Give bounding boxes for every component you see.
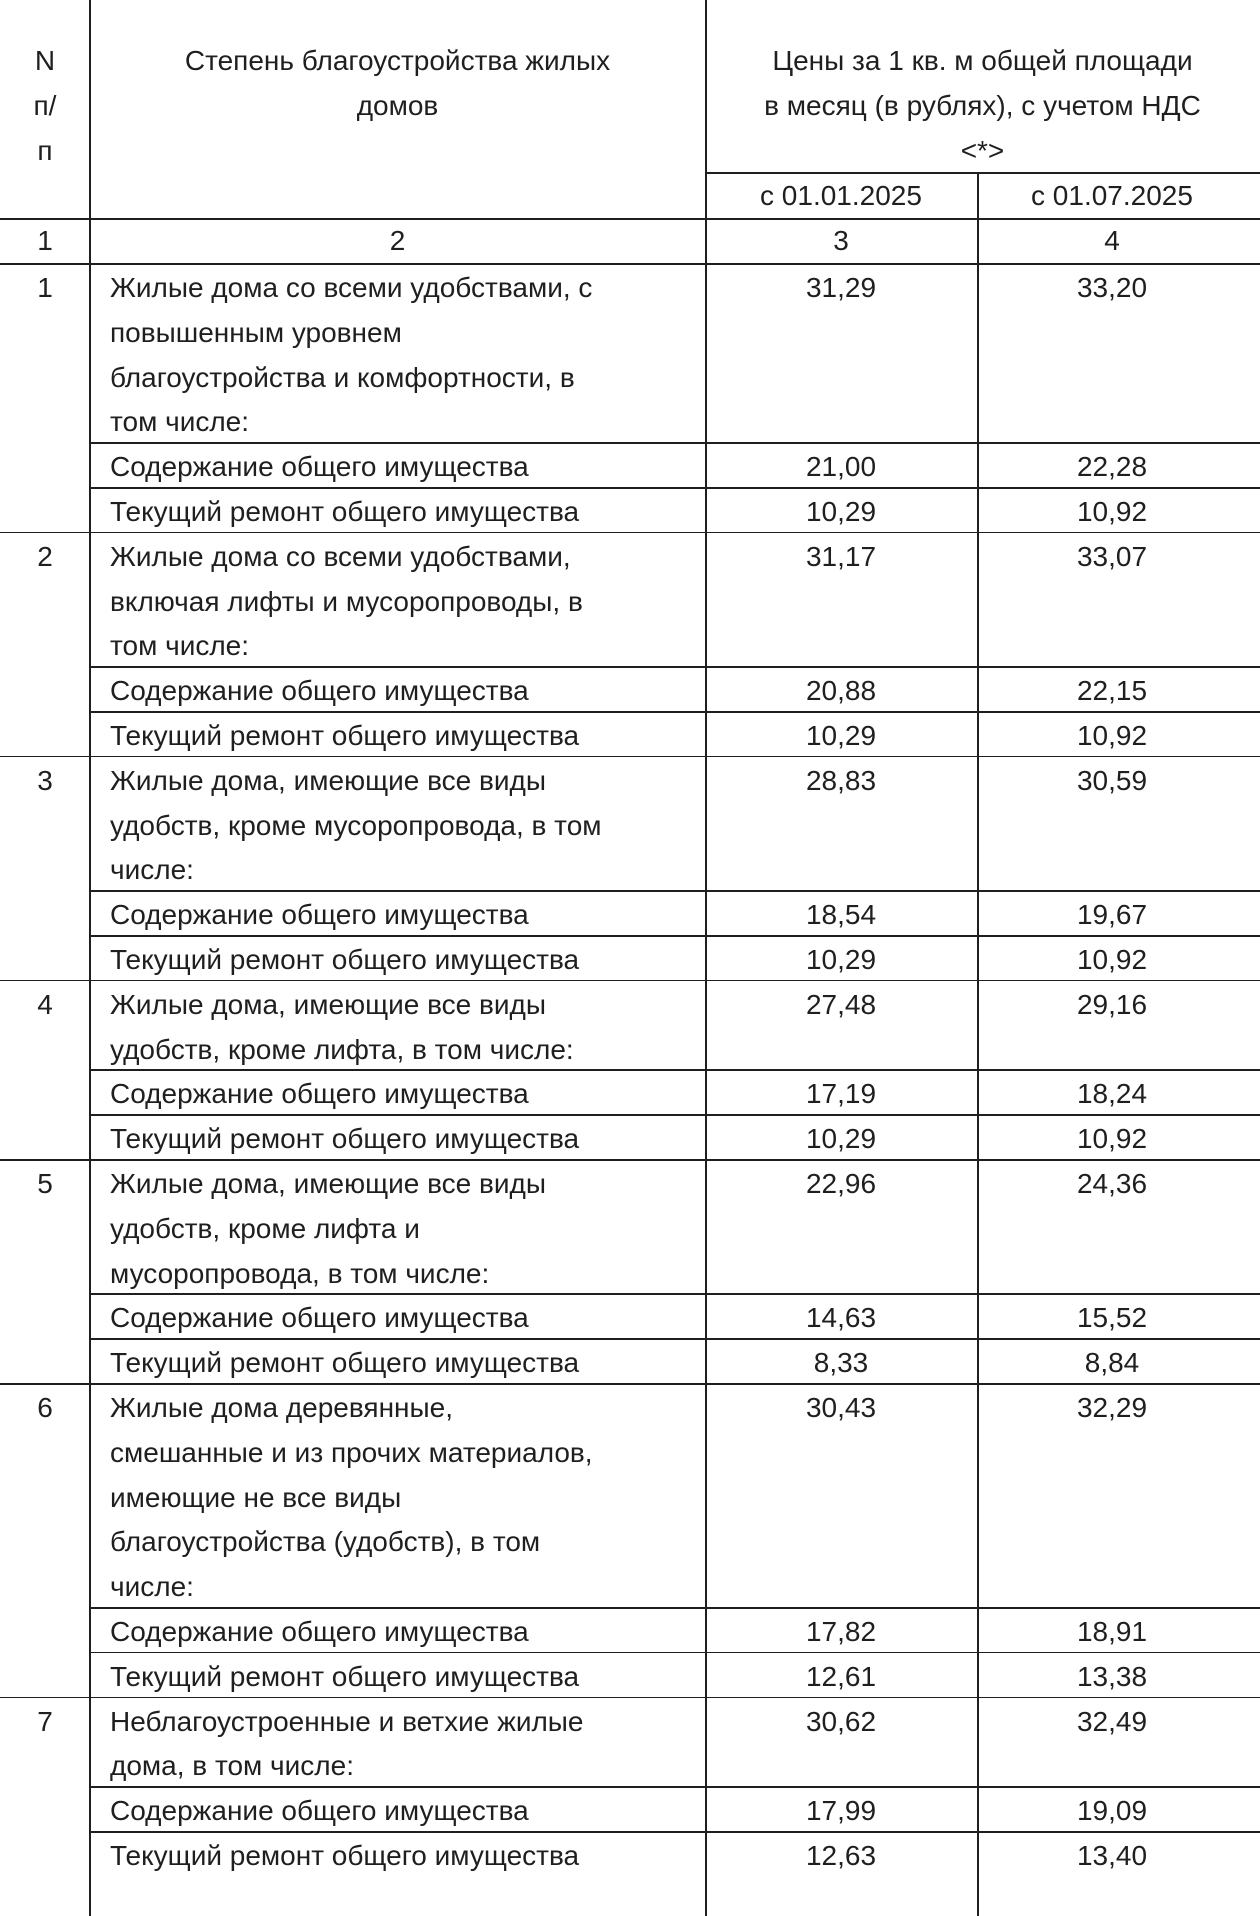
col-number-2: 2	[389, 225, 406, 256]
subrow-label: Текущий ремонт общего имущества	[110, 720, 580, 751]
subrow-value-jul: 8,84	[1084, 1347, 1140, 1379]
subrow-value-jan: 10,29	[805, 1123, 877, 1155]
row-title-line: дома, в том числе:	[110, 1750, 354, 1782]
header-price-line-2: в месяц (в рублях), с учетом НДС	[764, 90, 1201, 121]
row-title-line: имеющие не все виды	[110, 1481, 402, 1513]
row-number: 3	[37, 764, 53, 796]
row-title-line: включая лифты и мусоропроводы, в	[110, 585, 583, 617]
subrow-label: Содержание общего имущества	[110, 451, 529, 483]
subrow-value-jan: 20,88	[805, 675, 877, 707]
row-title-line: Неблагоустроенные и ветхие жилые	[110, 1705, 584, 1737]
row-title-line: Жилые дома, имеющие все виды	[110, 988, 546, 1020]
row-title-line: удобств, кроме лифта, в том числе:	[110, 1033, 574, 1065]
subrow-label: Содержание общего имущества	[110, 1078, 529, 1110]
row-number: 1	[37, 272, 53, 303]
subrow-value-jan: 12,63	[805, 1840, 877, 1871]
row-number: 2	[37, 540, 53, 572]
row-title-line: числе:	[110, 854, 194, 886]
row-title-line: благоустройства (удобств), в том	[110, 1526, 541, 1558]
row-number: 5	[37, 1168, 53, 1199]
row-title-line: мусоропровода, в том числе:	[110, 1257, 490, 1289]
row-value-jan: 31,17	[805, 540, 877, 572]
row-title-line: Жилые дома со всеми удобствами, с	[110, 272, 593, 303]
subrow-value-jan: 10,29	[805, 720, 877, 751]
subrow-label: Текущий ремонт общего имущества	[110, 944, 580, 975]
subrow-label: Содержание общего имущества	[110, 1616, 529, 1647]
col-number-4: 4	[1104, 225, 1120, 256]
subrow-value-jul: 22,15	[1076, 675, 1148, 707]
header-desc-line-1: Степень благоустройства жилых	[184, 45, 611, 76]
row-value-jul: 33,20	[1076, 272, 1148, 303]
header-num-line-1: N	[34, 45, 56, 76]
subrow-value-jul: 13,38	[1076, 1660, 1148, 1692]
row-title-line: благоустройства и комфортности, в	[110, 361, 575, 393]
header-num-line-2: п/	[33, 90, 57, 121]
header-num-line-3: п	[37, 135, 53, 166]
row-title-line: Жилые дома деревянные,	[110, 1392, 453, 1423]
subrow-value-jul: 18,91	[1076, 1616, 1148, 1647]
row-value-jan: 31,29	[805, 272, 877, 303]
subrow-value-jan: 17,82	[805, 1616, 877, 1647]
row-title-line: удобств, кроме мусоропровода, в том	[110, 809, 602, 841]
subrow-value-jan: 21,00	[805, 451, 877, 483]
subrow-label: Содержание общего имущества	[110, 1795, 529, 1827]
row-value-jan: 28,83	[805, 764, 877, 796]
row-value-jul: 32,29	[1076, 1392, 1148, 1423]
subrow-value-jul: 18,24	[1076, 1078, 1148, 1110]
subrow-value-jul: 22,28	[1076, 451, 1148, 483]
subrow-value-jul: 13,40	[1076, 1840, 1148, 1871]
row-title-line: том числе:	[110, 630, 250, 662]
row-title-line: Жилые дома со всеми удобствами,	[110, 540, 571, 572]
subrow-value-jan: 18,54	[805, 899, 877, 931]
row-title-line: Жилые дома, имеющие все виды	[110, 1168, 546, 1199]
row-title-line: смешанные и из прочих материалов,	[110, 1436, 593, 1468]
row-title-line: числе:	[110, 1571, 194, 1603]
subrow-value-jul: 10,92	[1076, 496, 1148, 527]
row-value-jan: 27,48	[805, 988, 877, 1020]
subrow-value-jul: 19,67	[1076, 899, 1148, 931]
subrow-value-jan: 17,19	[805, 1078, 877, 1110]
subrow-value-jan: 8,33	[813, 1347, 869, 1379]
subrow-value-jul: 19,09	[1076, 1795, 1148, 1827]
row-value-jan: 30,43	[805, 1392, 877, 1423]
row-title-line: повышенным уровнем	[110, 316, 402, 348]
header-price-line-3: <*>	[960, 135, 1005, 166]
subrow-label: Содержание общего имущества	[110, 1302, 529, 1334]
subrow-value-jul: 15,52	[1076, 1302, 1148, 1334]
subrow-label: Текущий ремонт общего имущества	[110, 1840, 580, 1871]
row-value-jul: 33,07	[1076, 540, 1148, 572]
subrow-label: Текущий ремонт общего имущества	[110, 1347, 580, 1379]
row-value-jul: 32,49	[1076, 1705, 1148, 1737]
subrow-label: Текущий ремонт общего имущества	[110, 496, 580, 527]
row-number: 6	[37, 1392, 53, 1423]
subrow-value-jan: 14,63	[805, 1302, 877, 1334]
header-date-2: с 01.07.2025	[1031, 180, 1193, 211]
subrow-label: Содержание общего имущества	[110, 675, 529, 707]
row-number: 7	[37, 1705, 53, 1737]
row-number: 4	[37, 988, 53, 1020]
row-value-jul: 30,59	[1076, 764, 1148, 796]
subrow-label: Текущий ремонт общего имущества	[110, 1123, 580, 1155]
header-price-line-1: Цены за 1 кв. м общей площади	[772, 45, 1193, 76]
subrow-value-jul: 10,92	[1076, 944, 1148, 975]
subrow-value-jan: 10,29	[805, 496, 877, 527]
row-title-line: Жилые дома, имеющие все виды	[110, 764, 546, 796]
row-value-jul: 24,36	[1076, 1168, 1148, 1199]
subrow-label: Текущий ремонт общего имущества	[110, 1660, 580, 1692]
col-number-3: 3	[833, 225, 849, 256]
header-date-1: с 01.01.2025	[760, 180, 922, 211]
row-title-line: том числе:	[110, 406, 250, 438]
subrow-value-jan: 17,99	[805, 1795, 877, 1827]
subrow-value-jan: 12,61	[805, 1660, 877, 1692]
row-title-line: удобств, кроме лифта и	[110, 1212, 420, 1244]
row-value-jan: 22,96	[805, 1168, 877, 1199]
subrow-value-jan: 10,29	[805, 944, 877, 975]
col-number-1: 1	[37, 225, 53, 256]
header-desc-line-2: домов	[356, 90, 439, 121]
row-value-jan: 30,62	[805, 1705, 877, 1737]
row-value-jul: 29,16	[1076, 988, 1148, 1020]
subrow-value-jul: 10,92	[1076, 720, 1148, 751]
subrow-value-jul: 10,92	[1076, 1123, 1148, 1155]
subrow-label: Содержание общего имущества	[110, 899, 529, 931]
